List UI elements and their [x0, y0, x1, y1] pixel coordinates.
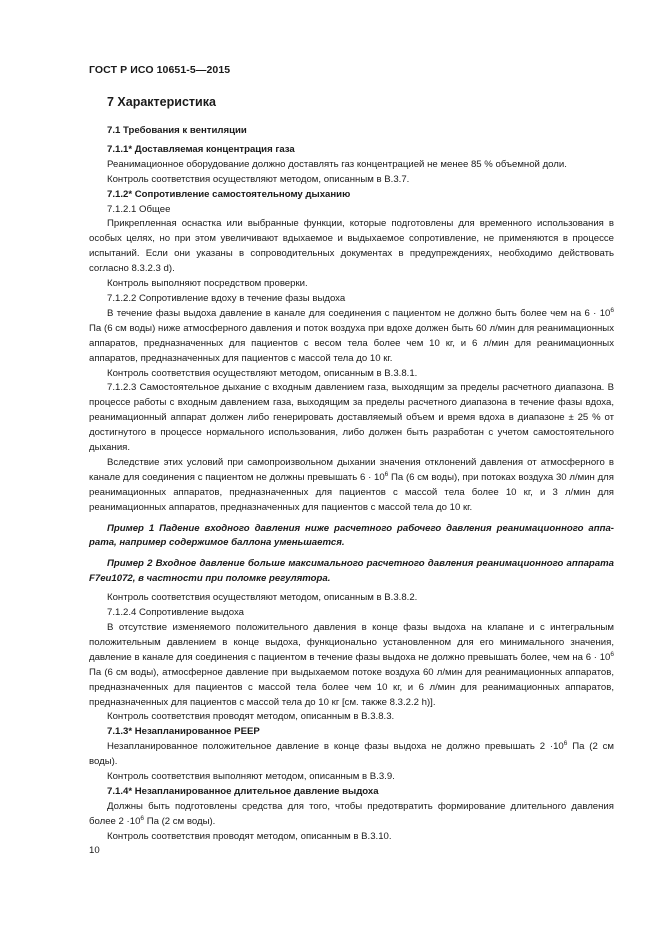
- paragraph: 7.1.2.1 Общее: [107, 203, 171, 215]
- paragraph: Контроль соответствия выполняют методом, описанным в В.3.9.: [107, 771, 395, 783]
- page-number: 10: [89, 845, 100, 856]
- paragraph: Контроль соответствия проводят методом, описанным в В.3.10.: [107, 830, 392, 842]
- paragraph: Пример 2 Входное давление больше максимального расчетного давления реанимационного аппарата F7eu1072, в частности при поломке регулятора.: [89, 558, 614, 585]
- paragraph: В течение фазы выдоха давление в канале для соединения с пациентом не должно быть более чем на $6 \cdot 10^6$ Па (6 см воды) ниже атмосферного давления и поток воздуха при вдохе должен быть 60 л/мин для реанимационных аппаратов, предназначенных для пациентов с весом тела более чем 10 кг, и 6 л/мин для реанимационных аппаратов, предназначенных для пациентов с массой тела до 10 кг.: [89, 306, 614, 364]
- paragraph: Контроль соответствия проводят методом, описанным в В.3.8.3.: [107, 711, 395, 723]
- document-body: [89, 120, 614, 845]
- paragraph: 7.1.2.2 Сопротивление вдоху в течение фазы выдоха: [107, 292, 346, 304]
- paragraph: Контроль соответствия осуществляют методом, описанным в В.3.8.1.: [107, 367, 418, 379]
- standard-code-header: ГОСТ Р ИСО 10651-5—2015: [89, 64, 231, 76]
- paragraph: 7.1.2.4 Сопротивление выдоха: [107, 607, 244, 619]
- paragraph: 7.1.1* Доставляемая концентрация газа: [107, 143, 295, 155]
- paragraph: Незапланированное положительное давление в конце фазы выдоха не должно превышать $2 \cdot 10^6$ Па (2 см воды).: [89, 740, 614, 768]
- paragraph: 7.1.4* Незапланированное длительное давление выдоха: [107, 785, 379, 797]
- paragraph: Вследствие этих условий при самопроизвольном дыхании значения отклонений давления от атмосферного в канале для соединения с пациентом не должны превышать $6 \cdot 10^6$ Па (6 см воды), при потоках воздуха 30 л/мин для реанимационных аппаратов, предназначенных для пациентов с массой тела более 10 кг, и 3 л/мин для реанимационных аппаратов, предназначенных для пациентов с массой тела до 10 кг.: [89, 456, 614, 513]
- paragraph: 7.1.2* Сопротивление самостоятельному дыханию: [107, 188, 351, 200]
- paragraph: В отсутствие изменяемого положительного давления в конце фазы выдоха на клапане и с интегральным положительным давлением в конце выдоха, функционально установленном для его минимального значения, давление в канале для соединения с пациентом в течение фазы выдоха не должно превышать более, чем на $6 \cdot 10^6$ Па (6 см воды), атмосферное давление при выдыхаемом потоке воздуха 60 л/мин для реанимационных аппаратов, предназначенных для пациентов с массой тела более чем 10 кг, и 6 л/мин для реанимационных аппаратов, предназначенных для пациентов с массой тела до 10 кг [см. также 8.3.2.2 h)].: [89, 622, 614, 708]
- paragraph: Прикрепленная оснастка или выбранные функции, которые подготовлены для временного использования в особых целях, но при этом увеличивают вдыхаемое и выдыхаемое сопротивление, не применяются в процессе испытаний. Если они указаны в сопроводительных документах в предупреждениях, необходимо действовать согласно 8.3.2.3 d).: [89, 218, 614, 275]
- section-title: 7 Характеристика: [107, 95, 216, 109]
- paragraph: Реанимационное оборудование должно доставлять газ концентрацией не менее 85 % объемной доли.: [107, 158, 567, 170]
- paragraph: 7.1 Требования к вентиляции: [107, 125, 247, 136]
- paragraph: 7.1.3* Незапланированное PEEP: [107, 726, 260, 738]
- paragraph: Контроль соответствия осуществляют методом, описанным в В.3.7.: [107, 173, 410, 185]
- paragraph: Должны быть подготовлены средства для того, чтобы предотвратить формирование длительного давления более $2 \cdot 10^6$ Па (2 см воды).: [89, 800, 614, 827]
- paragraph: 7.1.2.3 Самостоятельное дыхание с входным давлением газа, выходящим за пределы расчетного диапазона. В процессе работы с входным давлением газа, выходящим за пределы расчетного диапазона в течение фазы вдоха, реанимационный аппарат должен либо генерировать доставляемый объем и время вдоха в диапазоне ± 25 % от достигнутого в процессе нормального использования, либо должен быть разработан с учетом самостоятельного дыхания.: [89, 382, 614, 454]
- paragraph: Пример 1 Падение входного давления ниже расчетного рабочего давления реанимационного аппарата, например содержимое баллона уменьшается.: [89, 522, 614, 549]
- paragraph: Контроль выполняют посредством проверки.: [107, 278, 308, 290]
- paragraph: Контроль соответствия осуществляют методом, описанным в В.3.8.2.: [107, 592, 418, 604]
